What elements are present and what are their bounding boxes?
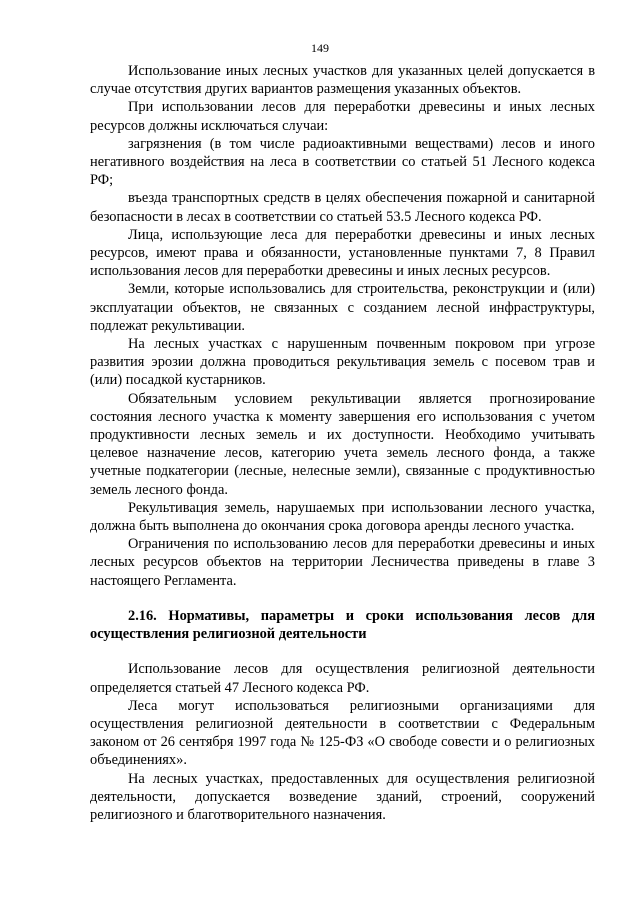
document-body bbox=[90, 62, 595, 824]
paragraph: Обязательным условием рекультивации является прогнозирование состояния лесного участка к моменту завершения его использования с учетом продуктивности лесных земель и их доступности. Необходимо учитывать целевое назначение лесов, категорию учета земель лесного фонда, а также учетные подкатегории (лесные, нелесные земли), связанные с продуктивностью земель лесного фонда. bbox=[90, 390, 595, 498]
paragraph: Леса могут использоваться религиозными организациями для осуществления религиозной деятельности в соответствии с Федеральным законом от 26 сентября 1997 года № 125-ФЗ «О свободе совести и о религиозных объединениях». bbox=[90, 697, 595, 769]
paragraph: Лица, использующие леса для переработки древесины и иных лесных ресурсов, имеют права и обязанности, установленные пунктами 7, 8 Правил использования лесов для переработки древесины и иных лесных ресурсов. bbox=[90, 226, 595, 280]
list-item: загрязнения (в том числе радиоактивными веществами) лесов и иного негативного воздействия на леса в соответствии со статьей 51 Лесного кодекса РФ; bbox=[90, 135, 595, 189]
paragraph: На лесных участках, предоставленных для осуществления религиозной деятельности, допускается возведение зданий, строений, сооружений религиозного и благотворительного назначения. bbox=[90, 770, 595, 823]
page-number: 149 bbox=[311, 41, 329, 55]
paragraph: При использовании лесов для переработки древесины и иных лесных ресурсов должны исключаться случаи: bbox=[90, 99, 595, 134]
section-heading: 2.16. Нормативы, параметры и сроки использования лесов для осуществления религиозной деятельности bbox=[90, 607, 595, 643]
paragraph: На лесных участках с нарушенным почвенным покровом при угрозе развития эрозии должна проводиться рекультивация земель с посевом трав и (или) посадкой кустарников. bbox=[90, 336, 595, 389]
paragraph: Земли, которые использовались для строительства, реконструкции и (или) эксплуатации объектов, не связанных с созданием лесной инфраструктуры, подлежат рекультивации. bbox=[90, 281, 595, 334]
paragraph: Рекультивация земель, нарушаемых при использовании лесного участка, должна быть выполнена до окончания срока договора аренды лесного участка. bbox=[90, 499, 595, 535]
paragraph: Использование лесов для осуществления религиозной деятельности определяется статьей 47 Лесного кодекса РФ. bbox=[90, 661, 595, 696]
paragraph: Ограничения по использованию лесов для переработки древесины и иных лесных ресурсов объектов на территории Лесничества приведены в главе 3 настоящего Регламента. bbox=[90, 536, 595, 589]
paragraph: Использование иных лесных участков для указанных целей допускается в случае отсутствия других вариантов размещения указанных объектов. bbox=[90, 63, 595, 98]
list-item: въезда транспортных средств в целях обеспечения пожарной и санитарной безопасности в лесах в соответствии со статьей 53.5 Лесного кодекса РФ. bbox=[90, 190, 595, 225]
